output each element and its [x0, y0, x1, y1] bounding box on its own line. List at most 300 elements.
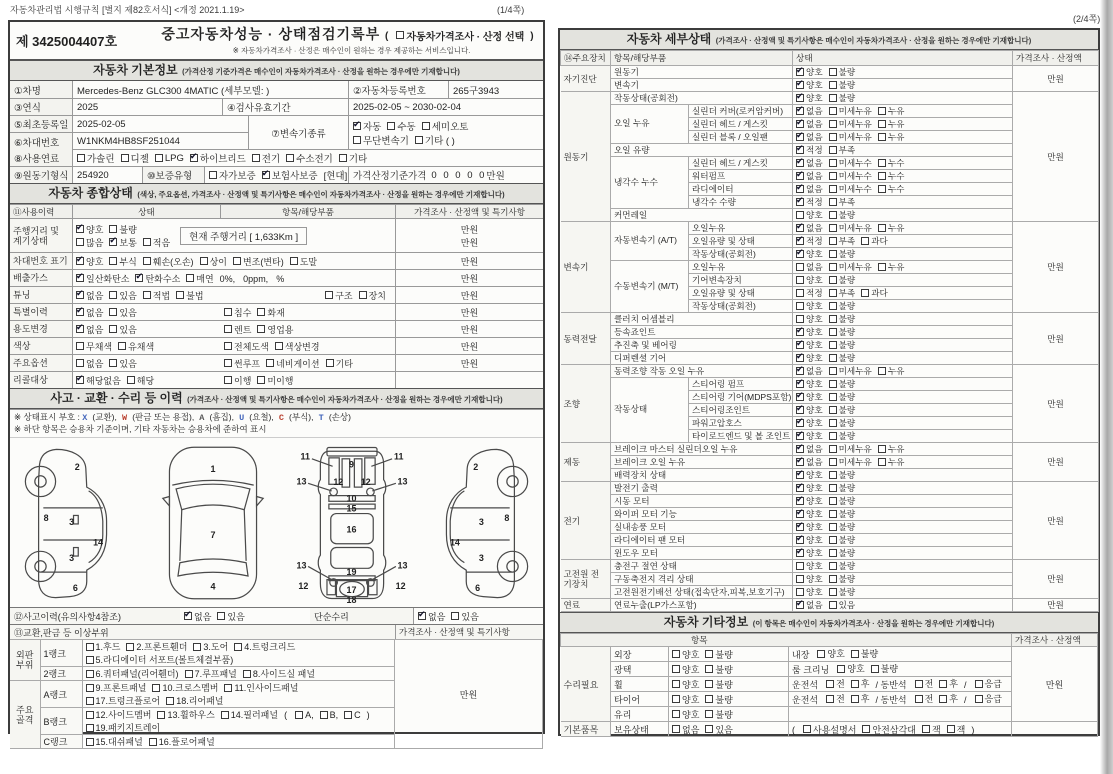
checked-checkbox-icon[interactable]	[262, 171, 270, 179]
checkbox-6.쿼터패널(리어휀더)[interactable]	[86, 667, 179, 680]
checkbox-양호[interactable]	[796, 378, 823, 390]
unchecked-checkbox-icon[interactable]	[451, 612, 459, 620]
unchecked-checkbox-icon[interactable]	[796, 562, 804, 570]
checkbox-없음[interactable]	[796, 105, 823, 117]
unchecked-checkbox-icon[interactable]	[796, 289, 804, 297]
unchecked-checkbox-icon[interactable]	[257, 325, 265, 333]
unchecked-checkbox-icon[interactable]	[76, 359, 84, 367]
unchecked-checkbox-icon[interactable]	[829, 523, 837, 531]
unchecked-checkbox-icon[interactable]	[878, 185, 886, 193]
checkbox-10.크로스멤버[interactable]	[152, 681, 218, 694]
unchecked-checkbox-icon[interactable]	[275, 342, 283, 350]
checkbox-양호[interactable]	[672, 648, 699, 661]
checkbox-미이행[interactable]	[257, 374, 293, 387]
checkbox-불량[interactable]	[705, 648, 732, 661]
checkbox-누유[interactable]	[878, 131, 905, 143]
checkbox-없음[interactable]	[796, 456, 823, 468]
checkbox-과다[interactable]	[861, 287, 888, 299]
unchecked-checkbox-icon[interactable]	[829, 250, 837, 258]
unchecked-checkbox-icon[interactable]	[149, 738, 157, 746]
unchecked-checkbox-icon[interactable]	[186, 274, 194, 282]
checkbox-응급[interactable]	[975, 692, 1002, 705]
unchecked-checkbox-icon[interactable]	[77, 154, 85, 162]
checkbox-누유[interactable]	[878, 456, 905, 468]
unchecked-checkbox-icon[interactable]	[415, 136, 423, 144]
checkbox-무채색[interactable]	[76, 340, 112, 353]
checkbox-누유[interactable]	[878, 222, 905, 234]
checked-checkbox-icon[interactable]	[796, 133, 804, 141]
unchecked-checkbox-icon[interactable]	[118, 342, 126, 350]
checkbox-세미오토[interactable]	[422, 119, 469, 133]
checkbox-양호[interactable]	[817, 647, 844, 660]
unchecked-checkbox-icon[interactable]	[829, 419, 837, 427]
unchecked-checkbox-icon[interactable]	[325, 291, 333, 299]
checkbox-많음[interactable]	[76, 236, 103, 249]
checkbox-양호[interactable]	[796, 482, 823, 494]
unchecked-checkbox-icon[interactable]	[829, 393, 837, 401]
checkbox-미세누유[interactable]	[829, 222, 872, 234]
checked-checkbox-icon[interactable]	[796, 120, 804, 128]
unchecked-checkbox-icon[interactable]	[252, 154, 260, 162]
checkbox-없음[interactable]	[796, 261, 823, 273]
unchecked-checkbox-icon[interactable]	[143, 238, 151, 246]
unchecked-checkbox-icon[interactable]	[76, 238, 84, 246]
unchecked-checkbox-icon[interactable]	[871, 665, 879, 673]
checked-checkbox-icon[interactable]	[796, 458, 804, 466]
checkbox-양호[interactable]	[796, 326, 823, 338]
unchecked-checkbox-icon[interactable]	[829, 484, 837, 492]
unchecked-checkbox-icon[interactable]	[320, 711, 328, 719]
checkbox-있음[interactable]	[109, 357, 136, 370]
checked-checkbox-icon[interactable]	[109, 238, 117, 246]
checkbox-불량[interactable]	[829, 79, 856, 91]
unchecked-checkbox-icon[interactable]	[387, 122, 395, 130]
checkbox-19.패키지트레이[interactable]	[86, 721, 161, 734]
checked-checkbox-icon[interactable]	[796, 484, 804, 492]
checkbox-미세누유[interactable]	[829, 443, 872, 455]
unchecked-checkbox-icon[interactable]	[266, 359, 274, 367]
checked-checkbox-icon[interactable]	[76, 274, 84, 282]
checkbox-불량[interactable]	[829, 352, 856, 364]
unchecked-checkbox-icon[interactable]	[109, 225, 117, 233]
unchecked-checkbox-icon[interactable]	[829, 575, 837, 583]
unchecked-checkbox-icon[interactable]	[705, 695, 713, 703]
unchecked-checkbox-icon[interactable]	[878, 367, 886, 375]
checkbox-누유[interactable]	[878, 118, 905, 130]
checkbox-없음[interactable]	[796, 170, 823, 182]
checkbox-전[interactable]	[915, 692, 934, 705]
unchecked-checkbox-icon[interactable]	[217, 612, 225, 620]
unchecked-checkbox-icon[interactable]	[109, 257, 117, 265]
unchecked-checkbox-icon[interactable]	[193, 643, 201, 651]
checkbox-양호[interactable]	[76, 255, 103, 268]
unchecked-checkbox-icon[interactable]	[86, 711, 94, 719]
checkbox-양호[interactable]	[796, 313, 823, 325]
checkbox-잭[interactable]	[947, 723, 966, 736]
unchecked-checkbox-icon[interactable]	[829, 81, 837, 89]
unchecked-checkbox-icon[interactable]	[947, 725, 955, 733]
unchecked-checkbox-icon[interactable]	[224, 359, 232, 367]
checkbox-해당[interactable]	[127, 374, 154, 387]
unchecked-checkbox-icon[interactable]	[939, 695, 947, 703]
checkbox-양호[interactable]	[796, 586, 823, 598]
checked-checkbox-icon[interactable]	[796, 68, 804, 76]
checkbox-자가보증[interactable]	[209, 168, 256, 182]
unchecked-checkbox-icon[interactable]	[915, 680, 923, 688]
checkbox-불량[interactable]	[829, 547, 856, 559]
checkbox-양호[interactable]	[672, 708, 699, 721]
checkbox-적정[interactable]	[796, 235, 823, 247]
checkbox-적정[interactable]	[796, 196, 823, 208]
unchecked-checkbox-icon[interactable]	[829, 276, 837, 284]
checkbox-양호[interactable]	[796, 300, 823, 312]
unchecked-checkbox-icon[interactable]	[829, 68, 837, 76]
checkbox-후[interactable]	[851, 677, 870, 690]
checkbox-색상변경[interactable]	[275, 340, 320, 353]
checkbox-14.필러패널[interactable]	[221, 708, 278, 721]
checkbox-불량[interactable]	[829, 495, 856, 507]
unchecked-checkbox-icon[interactable]	[829, 94, 837, 102]
checkbox-불량[interactable]	[705, 663, 732, 676]
checkbox-1.후드[interactable]	[86, 640, 121, 653]
checkbox-적정[interactable]	[796, 144, 823, 156]
checkbox-전체도색[interactable]	[224, 340, 269, 353]
checked-checkbox-icon[interactable]	[796, 393, 804, 401]
checkbox-불량[interactable]	[705, 708, 732, 721]
checkbox-양호[interactable]	[796, 352, 823, 364]
unchecked-checkbox-icon[interactable]	[829, 549, 837, 557]
checked-checkbox-icon[interactable]	[796, 341, 804, 349]
unchecked-checkbox-icon[interactable]	[878, 120, 886, 128]
checkbox-불량[interactable]	[829, 209, 856, 221]
unchecked-checkbox-icon[interactable]	[127, 376, 135, 384]
checkbox-양호[interactable]	[796, 560, 823, 572]
checkbox-불량[interactable]	[829, 469, 856, 481]
unchecked-checkbox-icon[interactable]	[76, 342, 84, 350]
checkbox-양호[interactable]	[672, 663, 699, 676]
unchecked-checkbox-icon[interactable]	[86, 656, 94, 664]
checkbox-있음[interactable]	[705, 723, 732, 736]
checkbox-응급[interactable]	[975, 677, 1002, 690]
unchecked-checkbox-icon[interactable]	[143, 257, 151, 265]
unchecked-checkbox-icon[interactable]	[224, 308, 232, 316]
checkbox-불량[interactable]	[829, 586, 856, 598]
unchecked-checkbox-icon[interactable]	[829, 315, 837, 323]
checkbox-없음[interactable]	[76, 306, 103, 319]
checkbox-전[interactable]	[915, 677, 934, 690]
unchecked-checkbox-icon[interactable]	[326, 359, 334, 367]
unchecked-checkbox-icon[interactable]	[922, 725, 930, 733]
checkbox-전기[interactable]	[252, 151, 280, 165]
checked-checkbox-icon[interactable]	[796, 198, 804, 206]
unchecked-checkbox-icon[interactable]	[829, 341, 837, 349]
checkbox-네비게이션[interactable]	[266, 357, 319, 370]
checkbox-양호[interactable]	[672, 693, 699, 706]
checkbox-영업용[interactable]	[257, 323, 293, 336]
checkbox-있음[interactable]	[217, 610, 244, 623]
checkbox-12.사이드멤버[interactable]	[86, 708, 152, 721]
checkbox-양호[interactable]	[796, 92, 823, 104]
unchecked-checkbox-icon[interactable]	[796, 263, 804, 271]
checkbox-후[interactable]	[939, 677, 958, 690]
checkbox-구조[interactable]	[325, 289, 352, 302]
unchecked-checkbox-icon[interactable]	[234, 643, 242, 651]
checkbox-양호[interactable]	[76, 223, 103, 236]
unchecked-checkbox-icon[interactable]	[803, 725, 811, 733]
unchecked-checkbox-icon[interactable]	[86, 697, 94, 705]
unchecked-checkbox-icon[interactable]	[86, 724, 94, 732]
unchecked-checkbox-icon[interactable]	[672, 710, 680, 718]
unchecked-checkbox-icon[interactable]	[705, 725, 713, 733]
checked-checkbox-icon[interactable]	[796, 185, 804, 193]
checkbox-양호[interactable]	[796, 79, 823, 91]
unchecked-checkbox-icon[interactable]	[861, 237, 869, 245]
checkbox-없음[interactable]	[796, 157, 823, 169]
checkbox-C[interactable]	[344, 710, 361, 720]
unchecked-checkbox-icon[interactable]	[829, 367, 837, 375]
unchecked-checkbox-icon[interactable]	[878, 263, 886, 271]
checked-checkbox-icon[interactable]	[796, 510, 804, 518]
unchecked-checkbox-icon[interactable]	[829, 328, 837, 336]
unchecked-checkbox-icon[interactable]	[109, 359, 117, 367]
checked-checkbox-icon[interactable]	[796, 536, 804, 544]
checkbox-A,[interactable]	[295, 710, 314, 720]
unchecked-checkbox-icon[interactable]	[339, 154, 347, 162]
checked-checkbox-icon[interactable]	[76, 257, 84, 265]
unchecked-checkbox-icon[interactable]	[155, 154, 163, 162]
checkbox-있음[interactable]	[109, 289, 136, 302]
unchecked-checkbox-icon[interactable]	[829, 198, 837, 206]
checkbox-양호[interactable]	[796, 417, 823, 429]
checkbox-양호[interactable]	[796, 469, 823, 481]
checked-checkbox-icon[interactable]	[353, 122, 361, 130]
checkbox-기타 ( )[interactable]	[415, 133, 455, 147]
checkbox-미세누유[interactable]	[829, 131, 872, 143]
unchecked-checkbox-icon[interactable]	[796, 588, 804, 596]
checkbox-불량[interactable]	[829, 274, 856, 286]
unchecked-checkbox-icon[interactable]	[796, 302, 804, 310]
unchecked-checkbox-icon[interactable]	[829, 237, 837, 245]
unchecked-checkbox-icon[interactable]	[878, 445, 886, 453]
checkbox-없음[interactable]	[796, 365, 823, 377]
unchecked-checkbox-icon[interactable]	[829, 107, 837, 115]
unchecked-checkbox-icon[interactable]	[86, 643, 94, 651]
checkbox-부족[interactable]	[829, 144, 856, 156]
checkbox-이행[interactable]	[224, 374, 251, 387]
checkbox-양호[interactable]	[796, 495, 823, 507]
checkbox-없음[interactable]	[796, 118, 823, 130]
checkbox-양호[interactable]	[796, 391, 823, 403]
unchecked-checkbox-icon[interactable]	[152, 684, 160, 692]
checkbox-불량[interactable]	[829, 391, 856, 403]
checkbox-있음[interactable]	[109, 306, 136, 319]
unchecked-checkbox-icon[interactable]	[829, 445, 837, 453]
checked-checkbox-icon[interactable]	[796, 146, 804, 154]
checkbox-불량[interactable]	[705, 678, 732, 691]
checkbox-해당없음[interactable]	[76, 374, 121, 387]
checkbox-불량[interactable]	[705, 693, 732, 706]
checked-checkbox-icon[interactable]	[796, 224, 804, 232]
unchecked-checkbox-icon[interactable]	[851, 695, 859, 703]
checked-checkbox-icon[interactable]	[76, 308, 84, 316]
checked-checkbox-icon[interactable]	[190, 154, 198, 162]
checkbox-미세누유[interactable]	[829, 261, 872, 273]
checkbox-미세누수[interactable]	[829, 170, 872, 182]
checked-checkbox-icon[interactable]	[796, 380, 804, 388]
unchecked-checkbox-icon[interactable]	[109, 308, 117, 316]
checkbox-미세누수[interactable]	[829, 183, 872, 195]
unchecked-checkbox-icon[interactable]	[86, 670, 94, 678]
checkbox-8.사이드실 패널[interactable]	[243, 667, 315, 680]
checkbox-불량[interactable]	[829, 66, 856, 78]
checkbox-기타[interactable]	[339, 151, 367, 165]
checkbox-누수[interactable]	[878, 183, 905, 195]
unchecked-checkbox-icon[interactable]	[829, 536, 837, 544]
checkbox-18.리어패널[interactable]	[166, 694, 223, 707]
checkbox-15.대쉬패널[interactable]	[86, 735, 143, 748]
checkbox-5.라디에이터 서포트(볼트체결부품)[interactable]	[86, 653, 234, 666]
unchecked-checkbox-icon[interactable]	[290, 257, 298, 265]
unchecked-checkbox-icon[interactable]	[359, 291, 367, 299]
unchecked-checkbox-icon[interactable]	[829, 562, 837, 570]
checkbox-13.휠하우스[interactable]	[157, 708, 214, 721]
unchecked-checkbox-icon[interactable]	[829, 159, 837, 167]
checkbox-양호[interactable]	[796, 534, 823, 546]
unchecked-checkbox-icon[interactable]	[221, 711, 229, 719]
checkbox-장치[interactable]	[359, 289, 386, 302]
checked-checkbox-icon[interactable]	[796, 328, 804, 336]
checkbox-양호[interactable]	[796, 339, 823, 351]
unchecked-checkbox-icon[interactable]	[143, 291, 151, 299]
checked-checkbox-icon[interactable]	[184, 612, 192, 620]
unchecked-checkbox-icon[interactable]	[705, 650, 713, 658]
checkbox-없음[interactable]	[418, 610, 445, 623]
unchecked-checkbox-icon[interactable]	[209, 171, 217, 179]
unchecked-checkbox-icon[interactable]	[829, 471, 837, 479]
checkbox-침수[interactable]	[224, 306, 251, 319]
unchecked-checkbox-icon[interactable]	[829, 380, 837, 388]
checkbox-부식[interactable]	[109, 255, 136, 268]
checkbox-불량[interactable]	[109, 223, 136, 236]
checkbox-4.트렁크리드[interactable]	[234, 640, 295, 653]
checkbox-양호[interactable]	[672, 678, 699, 691]
checkbox-양호[interactable]	[796, 209, 823, 221]
unchecked-checkbox-icon[interactable]	[826, 695, 834, 703]
checked-checkbox-icon[interactable]	[796, 94, 804, 102]
unchecked-checkbox-icon[interactable]	[829, 146, 837, 154]
unchecked-checkbox-icon[interactable]	[672, 665, 680, 673]
unchecked-checkbox-icon[interactable]	[829, 185, 837, 193]
unchecked-checkbox-icon[interactable]	[975, 695, 983, 703]
checkbox-LPG[interactable]	[155, 153, 184, 164]
checkbox-양호[interactable]	[837, 662, 864, 675]
checkbox-불량[interactable]	[829, 248, 856, 260]
checkbox-불량[interactable]	[871, 662, 898, 675]
unchecked-checkbox-icon[interactable]	[878, 172, 886, 180]
checkbox-수동[interactable]	[387, 119, 415, 133]
unchecked-checkbox-icon[interactable]	[829, 510, 837, 518]
checkbox-누유[interactable]	[878, 365, 905, 377]
checkbox-불량[interactable]	[829, 326, 856, 338]
checkbox-안전삼각대[interactable]	[862, 723, 915, 736]
checkbox-자동[interactable]	[353, 119, 381, 133]
checkbox-잭[interactable]	[922, 723, 941, 736]
checkbox-2.프론트휀더[interactable]	[126, 640, 187, 653]
checked-checkbox-icon[interactable]	[418, 612, 426, 620]
checkbox-불량[interactable]	[829, 508, 856, 520]
checkbox-7.루프패널[interactable]	[185, 667, 237, 680]
unchecked-checkbox-icon[interactable]	[705, 665, 713, 673]
checked-checkbox-icon[interactable]	[796, 172, 804, 180]
checkbox-일산화탄소[interactable]	[76, 272, 129, 285]
checkbox-부족[interactable]	[829, 196, 856, 208]
checkbox-화재[interactable]	[257, 306, 284, 319]
checked-checkbox-icon[interactable]	[796, 432, 804, 440]
checkbox-매연[interactable]	[186, 272, 213, 285]
unchecked-checkbox-icon[interactable]	[826, 680, 834, 688]
checkbox-디젤[interactable]	[121, 151, 149, 165]
checkbox-미세누유[interactable]	[829, 118, 872, 130]
checkbox-적음[interactable]	[143, 236, 170, 249]
unchecked-checkbox-icon[interactable]	[851, 680, 859, 688]
unchecked-checkbox-icon[interactable]	[975, 680, 983, 688]
unchecked-checkbox-icon[interactable]	[224, 376, 232, 384]
checkbox-없음[interactable]	[796, 131, 823, 143]
checkbox-있음[interactable]	[829, 599, 856, 611]
unchecked-checkbox-icon[interactable]	[157, 711, 165, 719]
checkbox-미세누수[interactable]	[829, 157, 872, 169]
unchecked-checkbox-icon[interactable]	[829, 354, 837, 362]
unchecked-checkbox-icon[interactable]	[672, 695, 680, 703]
checkbox-9.프론트패널[interactable]	[86, 681, 147, 694]
checkbox-없음[interactable]	[796, 443, 823, 455]
checkbox-부족[interactable]	[829, 235, 856, 247]
checkbox-과다[interactable]	[861, 235, 888, 247]
unchecked-checkbox-icon[interactable]	[176, 291, 184, 299]
unchecked-checkbox-icon[interactable]	[829, 406, 837, 414]
unchecked-checkbox-icon[interactable]	[185, 670, 193, 678]
unchecked-checkbox-icon[interactable]	[396, 31, 404, 39]
checkbox-B,[interactable]	[320, 710, 339, 720]
checkbox-없음[interactable]	[672, 723, 699, 736]
unchecked-checkbox-icon[interactable]	[672, 680, 680, 688]
checkbox-3.도어[interactable]	[193, 640, 228, 653]
unchecked-checkbox-icon[interactable]	[796, 276, 804, 284]
unchecked-checkbox-icon[interactable]	[829, 302, 837, 310]
checkbox-상이[interactable]	[200, 255, 227, 268]
unchecked-checkbox-icon[interactable]	[817, 650, 825, 658]
unchecked-checkbox-icon[interactable]	[829, 224, 837, 232]
checkbox-사용설명서[interactable]	[803, 723, 856, 736]
unchecked-checkbox-icon[interactable]	[224, 325, 232, 333]
checkbox-자동차가격조사 · 산정 선택[interactable]	[396, 28, 524, 43]
checkbox-불량[interactable]	[829, 573, 856, 585]
checkbox-미세누유[interactable]	[829, 456, 872, 468]
checked-checkbox-icon[interactable]	[796, 549, 804, 557]
unchecked-checkbox-icon[interactable]	[878, 224, 886, 232]
unchecked-checkbox-icon[interactable]	[126, 643, 134, 651]
checkbox-불량[interactable]	[829, 521, 856, 533]
checkbox-없음[interactable]	[184, 610, 211, 623]
unchecked-checkbox-icon[interactable]	[86, 684, 94, 692]
checkbox-없음[interactable]	[76, 289, 103, 302]
checkbox-불량[interactable]	[829, 92, 856, 104]
unchecked-checkbox-icon[interactable]	[672, 725, 680, 733]
checked-checkbox-icon[interactable]	[796, 471, 804, 479]
unchecked-checkbox-icon[interactable]	[422, 122, 430, 130]
unchecked-checkbox-icon[interactable]	[796, 315, 804, 323]
unchecked-checkbox-icon[interactable]	[829, 120, 837, 128]
